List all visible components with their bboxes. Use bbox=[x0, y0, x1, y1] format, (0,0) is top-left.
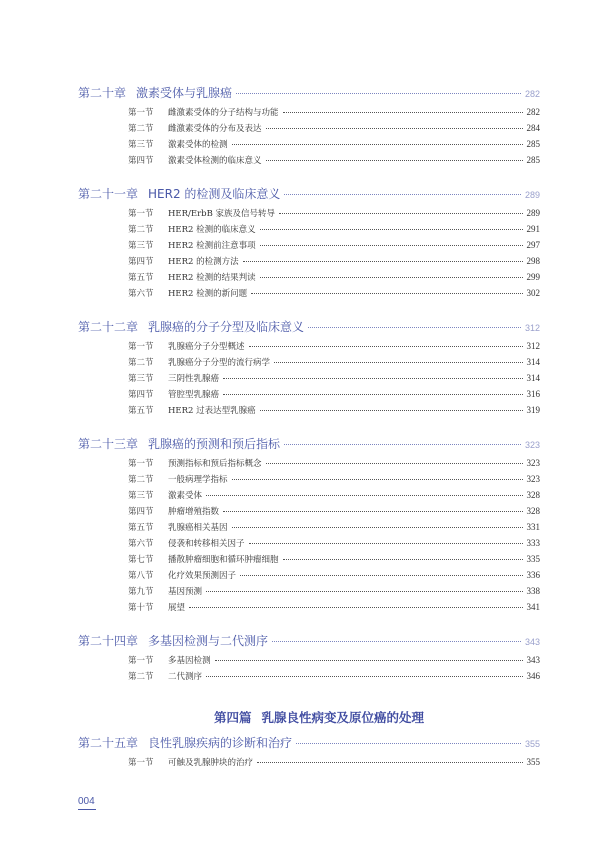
section-entry[interactable] bbox=[78, 122, 540, 138]
section-page: 341 bbox=[526, 602, 540, 612]
section-page: 297 bbox=[526, 240, 540, 250]
section-number: 第七节 bbox=[128, 555, 154, 565]
dot-leader bbox=[240, 575, 522, 576]
section-entry[interactable] bbox=[78, 505, 540, 521]
section-number: 第六节 bbox=[128, 289, 154, 299]
section-page: 282 bbox=[526, 107, 540, 117]
dot-leader bbox=[284, 194, 521, 195]
section-entry[interactable] bbox=[78, 601, 540, 617]
dot-leader bbox=[232, 527, 523, 528]
section-number: 第九节 bbox=[128, 587, 154, 597]
section-entry[interactable] bbox=[78, 521, 540, 537]
section-number: 第二节 bbox=[128, 672, 154, 682]
chapter-title: 激素受体与乳腺癌 bbox=[136, 86, 233, 100]
section-page: 336 bbox=[526, 570, 540, 580]
chapter-title: 多基因检测与二代测序 bbox=[148, 634, 269, 648]
section-entry[interactable] bbox=[78, 207, 540, 223]
section-number: 第三节 bbox=[128, 374, 154, 384]
chapter-number: 第二十三章 bbox=[78, 437, 139, 451]
dot-leader bbox=[206, 495, 522, 496]
section-page: 338 bbox=[526, 586, 540, 596]
section-entry[interactable] bbox=[78, 404, 540, 420]
section-page: 323 bbox=[526, 474, 540, 484]
dot-leader bbox=[223, 378, 522, 379]
section-title: 侵袭和转移相关因子 bbox=[168, 539, 245, 549]
dot-leader bbox=[215, 660, 523, 661]
chapter-page: 323 bbox=[524, 440, 540, 450]
section-number: 第四节 bbox=[128, 257, 154, 267]
section-entry[interactable] bbox=[78, 489, 540, 505]
section-title: 多基因检测 bbox=[168, 656, 211, 666]
section-number: 第二节 bbox=[128, 225, 154, 235]
dot-leader bbox=[283, 559, 523, 560]
section-title: HER2 检测的新问题 bbox=[168, 289, 248, 299]
section-page: 323 bbox=[526, 458, 540, 468]
section-page: 335 bbox=[526, 554, 540, 564]
section-number: 第五节 bbox=[128, 523, 154, 533]
dot-leader bbox=[223, 511, 522, 512]
chapter-title: 乳腺癌的预测和预后指标 bbox=[148, 437, 281, 451]
section-entry[interactable] bbox=[78, 287, 540, 303]
dot-leader bbox=[260, 229, 523, 230]
chapter-title: 乳腺癌的分子分型及临床意义 bbox=[148, 320, 305, 334]
section-number: 第三节 bbox=[128, 491, 154, 501]
section-number: 第一节 bbox=[128, 758, 154, 768]
section-page: 314 bbox=[526, 357, 540, 367]
section-entry[interactable] bbox=[78, 154, 540, 170]
dot-leader bbox=[249, 543, 523, 544]
chapter-entry[interactable] bbox=[78, 632, 540, 654]
section-title: 播散肿瘤细胞和循环肿瘤细胞 bbox=[168, 555, 279, 565]
section-number: 第四节 bbox=[128, 507, 154, 517]
section-page: 314 bbox=[526, 373, 540, 383]
section-entry[interactable] bbox=[78, 106, 540, 122]
dot-leader bbox=[266, 160, 523, 161]
section-title: 化疗效果预测因子 bbox=[168, 571, 237, 581]
dot-leader bbox=[251, 293, 522, 294]
chapter-number: 第二十一章 bbox=[78, 187, 139, 201]
chapter-page: 343 bbox=[524, 637, 540, 647]
section-number: 第一节 bbox=[128, 108, 154, 118]
section-entry[interactable] bbox=[78, 553, 540, 569]
section-entry[interactable] bbox=[78, 372, 540, 388]
section-number: 第二节 bbox=[128, 124, 154, 134]
dot-leader bbox=[236, 93, 521, 94]
section-number: 第三节 bbox=[128, 140, 154, 150]
section-number: 第五节 bbox=[128, 406, 154, 416]
chapter-title: HER2 的检测及临床意义 bbox=[148, 187, 281, 201]
dot-leader bbox=[308, 327, 521, 328]
section-entry[interactable] bbox=[78, 756, 540, 772]
section-page: 346 bbox=[526, 671, 540, 681]
toc-bottom bbox=[78, 734, 540, 772]
section-entry[interactable] bbox=[78, 670, 540, 686]
section-number: 第四节 bbox=[128, 156, 154, 166]
section-entry[interactable] bbox=[78, 271, 540, 287]
dot-leader bbox=[272, 641, 521, 642]
section-number: 第五节 bbox=[128, 273, 154, 283]
section-title: 激素受体检测的临床意义 bbox=[168, 156, 262, 166]
section-page: 285 bbox=[526, 139, 540, 149]
section-entry[interactable] bbox=[78, 473, 540, 489]
part-title: 乳腺良性病变及原位癌的处理 bbox=[261, 710, 425, 725]
dot-leader bbox=[260, 245, 523, 246]
dot-leader bbox=[283, 112, 523, 113]
section-title: 激素受体的检测 bbox=[168, 140, 228, 150]
section-page: 289 bbox=[526, 208, 540, 218]
section-page: 355 bbox=[526, 757, 540, 767]
section-page: 316 bbox=[526, 389, 540, 399]
section-title: HER2 检测的临床意义 bbox=[168, 225, 256, 235]
dot-leader bbox=[266, 463, 523, 464]
chapter-number: 第二十二章 bbox=[78, 320, 139, 334]
section-title: HER/ErbB 家族及信号转导 bbox=[168, 209, 276, 219]
chapter-entry[interactable] bbox=[78, 185, 540, 207]
chapter-number: 第二十章 bbox=[78, 86, 127, 100]
section-title: 展望 bbox=[168, 603, 186, 613]
section-title: 雌激素受体的分子结构与功能 bbox=[168, 108, 279, 118]
chapter-page: 289 bbox=[524, 190, 540, 200]
page-number-underline bbox=[78, 809, 96, 810]
section-page: 299 bbox=[526, 272, 540, 282]
section-entry[interactable] bbox=[78, 223, 540, 239]
section-title: 乳腺癌分子分型概述 bbox=[168, 342, 245, 352]
section-number: 第十节 bbox=[128, 603, 154, 613]
dot-leader bbox=[279, 213, 522, 214]
section-title: 管腔型乳腺癌 bbox=[168, 390, 220, 400]
section-number: 第二节 bbox=[128, 475, 154, 485]
section-entry[interactable] bbox=[78, 138, 540, 154]
section-page: 328 bbox=[526, 490, 540, 500]
page-number: 004 bbox=[78, 796, 95, 807]
dot-leader bbox=[284, 444, 521, 445]
chapter-number: 第二十四章 bbox=[78, 634, 139, 648]
section-page: 328 bbox=[526, 506, 540, 516]
section-page: 285 bbox=[526, 155, 540, 165]
section-title: 二代测序 bbox=[168, 672, 203, 682]
chapter-entry[interactable] bbox=[78, 435, 540, 457]
section-entry[interactable] bbox=[78, 654, 540, 670]
section-number: 第三节 bbox=[128, 241, 154, 251]
section-page: 319 bbox=[526, 405, 540, 415]
section-title: 三阴性乳腺癌 bbox=[168, 374, 220, 384]
chapter-entry[interactable] bbox=[78, 318, 540, 340]
section-title: 肿瘤增殖指数 bbox=[168, 507, 220, 517]
chapter-page: 312 bbox=[524, 323, 540, 333]
section-number: 第二节 bbox=[128, 358, 154, 368]
dot-leader bbox=[296, 743, 521, 744]
dot-leader bbox=[232, 479, 523, 480]
section-page: 284 bbox=[526, 123, 540, 133]
page-footer bbox=[78, 796, 96, 810]
dot-leader bbox=[274, 362, 522, 363]
section-title: 乳腺癌相关基因 bbox=[168, 523, 228, 533]
section-title: 雌激素受体的分布及表达 bbox=[168, 124, 262, 134]
section-entry[interactable] bbox=[78, 356, 540, 372]
section-page: 333 bbox=[526, 538, 540, 548]
section-page: 312 bbox=[526, 341, 540, 351]
chapter-page: 282 bbox=[524, 89, 540, 99]
dot-leader bbox=[257, 762, 522, 763]
part-heading bbox=[78, 708, 540, 726]
dot-leader bbox=[206, 676, 522, 677]
section-title: HER2 过表达型乳腺癌 bbox=[168, 406, 256, 416]
section-number: 第一节 bbox=[128, 209, 154, 219]
section-title: 激素受体 bbox=[168, 491, 203, 501]
dot-leader bbox=[249, 346, 523, 347]
section-title: 一般病理学指标 bbox=[168, 475, 228, 485]
section-number: 第六节 bbox=[128, 539, 154, 549]
section-number: 第一节 bbox=[128, 342, 154, 352]
chapter-title: 良性乳腺疾病的诊断和治疗 bbox=[148, 736, 293, 750]
section-entry[interactable] bbox=[78, 255, 540, 271]
section-title: HER2 检测前注意事项 bbox=[168, 241, 256, 251]
section-number: 第一节 bbox=[128, 656, 154, 666]
chapter-entry[interactable] bbox=[78, 84, 540, 106]
section-page: 331 bbox=[526, 522, 540, 532]
section-entry[interactable] bbox=[78, 585, 540, 601]
section-number: 第八节 bbox=[128, 571, 154, 581]
section-page: 343 bbox=[526, 655, 540, 665]
section-entry[interactable] bbox=[78, 537, 540, 553]
section-entry[interactable] bbox=[78, 569, 540, 585]
section-title: 预测指标和预后指标概念 bbox=[168, 459, 262, 469]
dot-leader bbox=[206, 591, 522, 592]
dot-leader bbox=[223, 394, 522, 395]
chapter-page: 355 bbox=[524, 739, 540, 749]
dot-leader bbox=[243, 261, 523, 262]
dot-leader bbox=[260, 277, 523, 278]
dot-leader bbox=[266, 128, 523, 129]
section-number: 第四节 bbox=[128, 390, 154, 400]
section-entry[interactable] bbox=[78, 340, 540, 356]
section-title: 可触及乳腺肿块的治疗 bbox=[168, 758, 254, 768]
section-page: 291 bbox=[526, 224, 540, 234]
section-entry[interactable] bbox=[78, 388, 540, 404]
chapter-number: 第二十五章 bbox=[78, 736, 139, 750]
section-entry[interactable] bbox=[78, 239, 540, 255]
section-page: 298 bbox=[526, 256, 540, 266]
section-title: 乳腺癌分子分型的流行病学 bbox=[168, 358, 271, 368]
part-number: 第四篇 bbox=[213, 710, 252, 725]
toc bbox=[78, 84, 540, 772]
dot-leader bbox=[189, 607, 522, 608]
toc-top bbox=[78, 84, 540, 686]
dot-leader bbox=[232, 144, 523, 145]
section-entry[interactable] bbox=[78, 457, 540, 473]
chapter-entry[interactable] bbox=[78, 734, 540, 756]
section-title: HER2 检测的结果判读 bbox=[168, 273, 256, 283]
dot-leader bbox=[260, 410, 523, 411]
section-page: 302 bbox=[526, 288, 540, 298]
section-title: 基因预测 bbox=[168, 587, 203, 597]
section-title: HER2 的检测方法 bbox=[168, 257, 239, 267]
section-number: 第一节 bbox=[128, 459, 154, 469]
